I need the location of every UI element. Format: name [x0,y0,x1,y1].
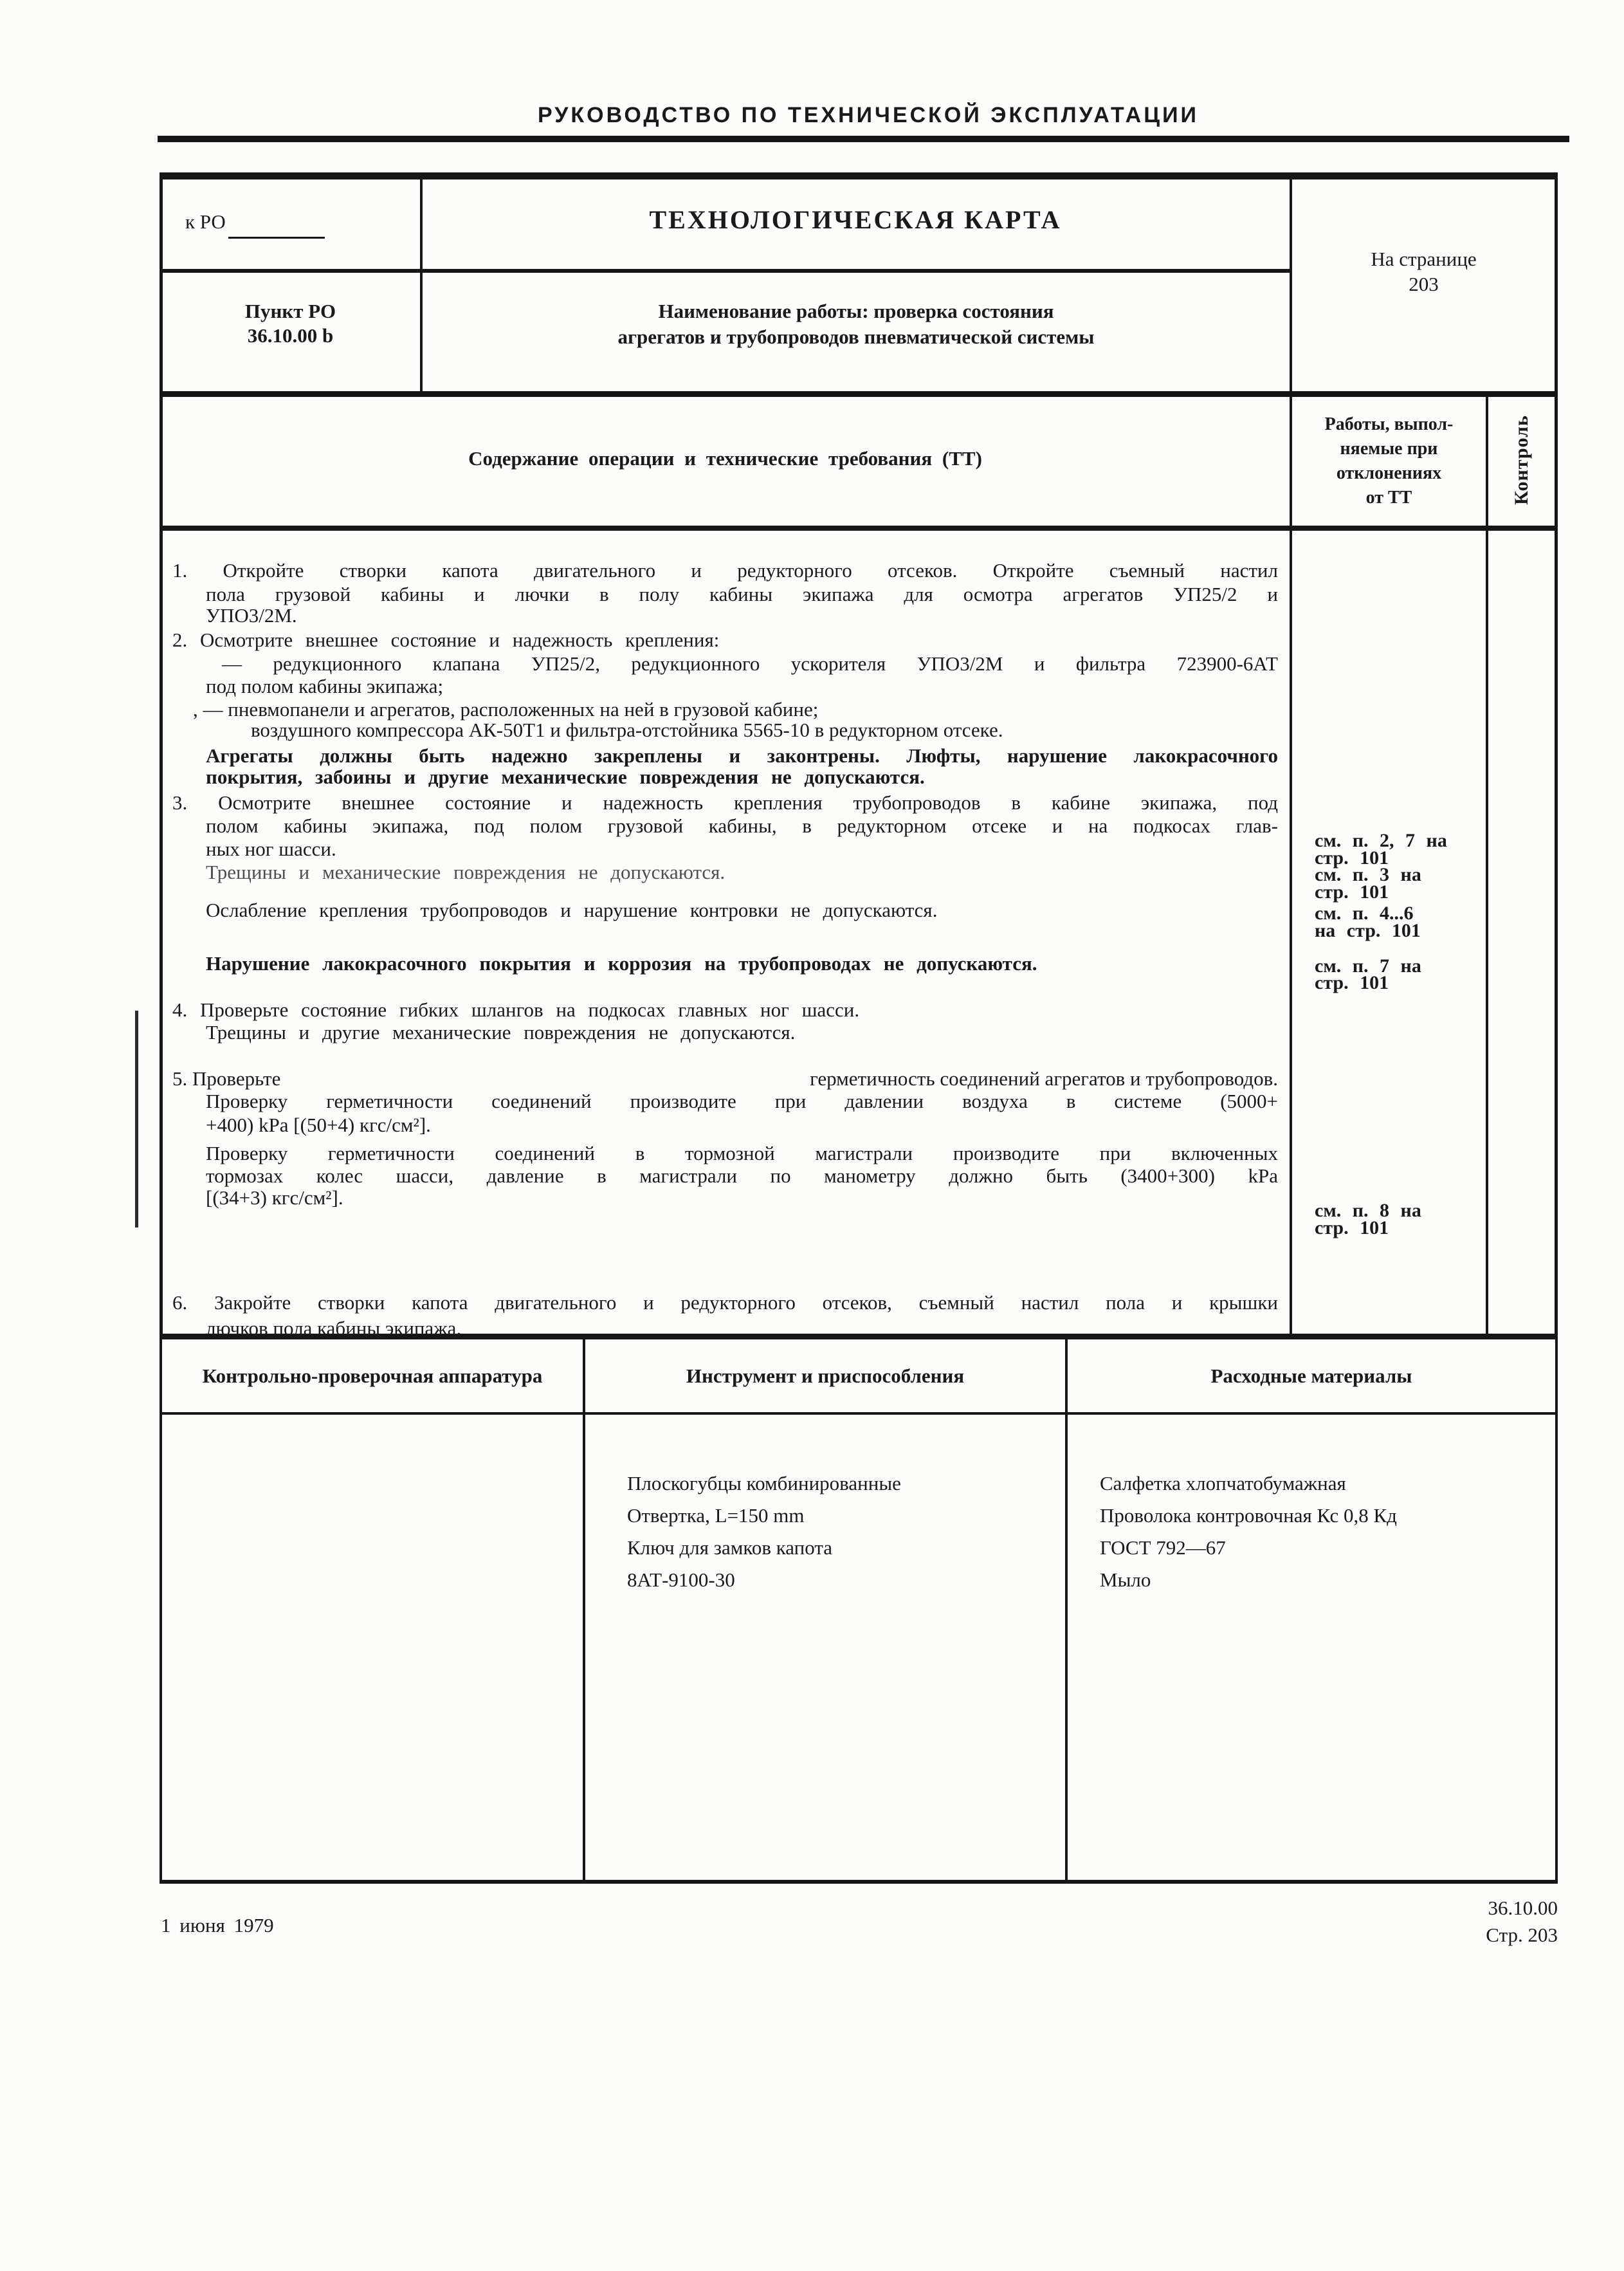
punkt-ro-value: 36.10.00 b [247,324,334,347]
table-line [160,269,1290,273]
header-rule [158,136,1569,142]
deviation-ref-line: стр. 101 [1315,881,1389,903]
operation-line: 4. Проверьте состояние гибких шлангов на подкосах главных ног шасси. [172,998,860,1021]
deviation-ref-line: см. п. 7 на [1315,955,1421,977]
operation-line: 6. Закройте створки капота двигательного и редукторного отсеков, съемный настил пола и крышки [172,1291,1278,1314]
control-column-header: Контроль [1510,414,1532,505]
operation-line: [(34+3) кгс/см²]. [206,1186,343,1209]
operation-line: , — пневмопанели и агрегатов, расположенных на ней в грузовой кабине; [193,698,819,721]
deviation-ref-line: стр. 101 [1315,847,1389,869]
instrument-item: Плоскогубцы комбинированные [627,1472,901,1494]
instrument-item: 8АТ-9100-30 [627,1568,735,1591]
operation-line: под полом кабины экипажа; [206,675,444,697]
control-apparatus-header: Контрольно-проверочная аппаратура [202,1364,543,1387]
deviation-ref-line: см. п. 3 на [1315,864,1421,885]
operation-line: воздушного компрессора АК-50Т1 и фильтра-отстойника 5565-10 в редукторном отсеке. [251,719,1003,741]
deviation-ref-line: см. п. 2, 7 на [1315,830,1447,851]
operation-line: Агрегаты должны быть надежно закреплены и законтрены. Люфты, нарушение лакокрасочного [206,744,1278,767]
table-line [1486,394,1488,1334]
operation-line: 2. Осмотрите внешнее состояние и надежность крепления: [172,629,720,651]
on-page-label: На странице [1371,248,1477,270]
table-line [160,1412,1558,1415]
footer-date: 1 июня 1979 [161,1914,274,1936]
material-item: ГОСТ 792—67 [1100,1536,1226,1559]
materials-list [1100,1467,1550,1596]
footer-page: Стр. 203 [1486,1924,1558,1946]
materials-header: Расходные материалы [1210,1364,1412,1387]
operation-line: Проверку герметичности соединений в тормозной магистрали производите при включенных [206,1142,1278,1164]
table-line [160,391,1558,397]
operation-line: 3. Осмотрите внешнее состояние и надежность крепления трубопроводов в кабине экипажа, под [172,791,1278,814]
operation-line: Трещины и механические повреждения не допускаются. [206,861,725,883]
to-ro-label: к РО [185,210,226,233]
ro-blank-line [228,237,325,239]
instruments-header: Инструмент и приспособления [686,1364,965,1387]
table-border-left [160,1339,162,1884]
material-item: Мыло [1100,1568,1151,1591]
revision-change-bar [135,1011,138,1227]
work-title-line: Наименование работы: проверка состояния [658,300,1054,322]
on-page-number: 203 [1409,273,1439,295]
operation-line: тормозах колес шасси, давление в магистрали по манометру должно быть (3400+300) kPa [206,1164,1278,1187]
deviation-ref-line: на стр. 101 [1315,920,1421,941]
table-line [583,1339,585,1884]
operation-line: 5. Проверьте герметичность соединений агрегатов и трубопроводов. [172,1067,1278,1090]
instrument-item: Ключ для замков капота [627,1536,833,1559]
material-item: Салфетка хлопчатобумажная [1100,1472,1346,1494]
table-border-bottom [160,1880,1558,1884]
deviations-column-header [1292,412,1486,510]
operation-line: Проверку герметичности соединений производите при давлении воздуха в системе (5000+ [206,1090,1278,1112]
operation-line: Нарушение лакокрасочного покрытия и коррозия на трубопроводах не допускаются. [206,952,1037,975]
operation-line: лючков пола кабины экипажа. [206,1317,462,1339]
instruments-list [627,1467,1058,1596]
punkt-ro-label: Пункт РО [244,300,336,322]
deviations-header-line: отклонениях [1336,463,1442,483]
operation-line: Трещины и другие механические повреждения не допускаются. [206,1021,796,1044]
operation-line: 1. Откройте створки капота двигательного и редукторного отсеков. Откройте съемный настил [172,559,1278,582]
table-border-top [160,172,1558,179]
footer-section: 36.10.00 [1488,1897,1558,1919]
operation-line: — редукционного клапана УП25/2, редукционного ускорителя УПО3/2М и фильтра 723900-6АТ [222,652,1278,675]
content-column-header: Содержание операции и технические требования (ТТ) [468,447,982,470]
operation-line: Ослабление крепления трубопроводов и нарушение контровки не допускаются. [206,899,938,921]
operation-line: пола грузовой кабины и лючки в полу кабины экипажа для осмотра агрегатов УП25/2 и [206,583,1278,605]
card-title: ТЕХНОЛОГИЧЕСКАЯ КАРТА [649,205,1062,234]
operations-cell [161,543,1290,1339]
work-title-line: агрегатов и трубопроводов пневматической системы [617,326,1095,348]
manual-title: РУКОВОДСТВО ПО ТЕХНИЧЕСКОЙ ЭКСПЛУАТАЦИИ [538,103,1199,127]
deviations-header-line: от ТТ [1365,488,1412,508]
deviations-header-line: няемые при [1340,439,1438,459]
operation-line: ных ног шасси. [206,838,336,860]
instrument-item: Отвертка, L=150 mm [627,1504,805,1527]
deviation-ref-line: см. п. 8 на [1315,1200,1421,1221]
deviation-refs-cell [1292,530,1486,1334]
deviation-ref-line: стр. 101 [1315,972,1389,993]
deviations-header-line: Работы, выпол- [1324,414,1454,434]
table-border-right [1555,172,1558,1339]
table-border-right [1555,1339,1558,1884]
operation-line: покрытия, забоины и другие механические повреждения не допускаются. [206,766,925,788]
deviation-ref-line: см. п. 4...6 [1315,903,1414,924]
operation-line: полом кабины экипажа, под полом грузовой кабины, в редукторном отсеке и на подкосах глав- [206,814,1278,837]
material-item: Проволока контровочная Кс 0,8 Кд [1100,1504,1397,1527]
deviation-ref-line: стр. 101 [1315,1217,1389,1238]
table-line [1065,1339,1068,1884]
operation-line: УПО3/2М. [206,604,297,627]
operation-line: +400) kPa [(50+4) кгс/см²]. [206,1114,431,1136]
